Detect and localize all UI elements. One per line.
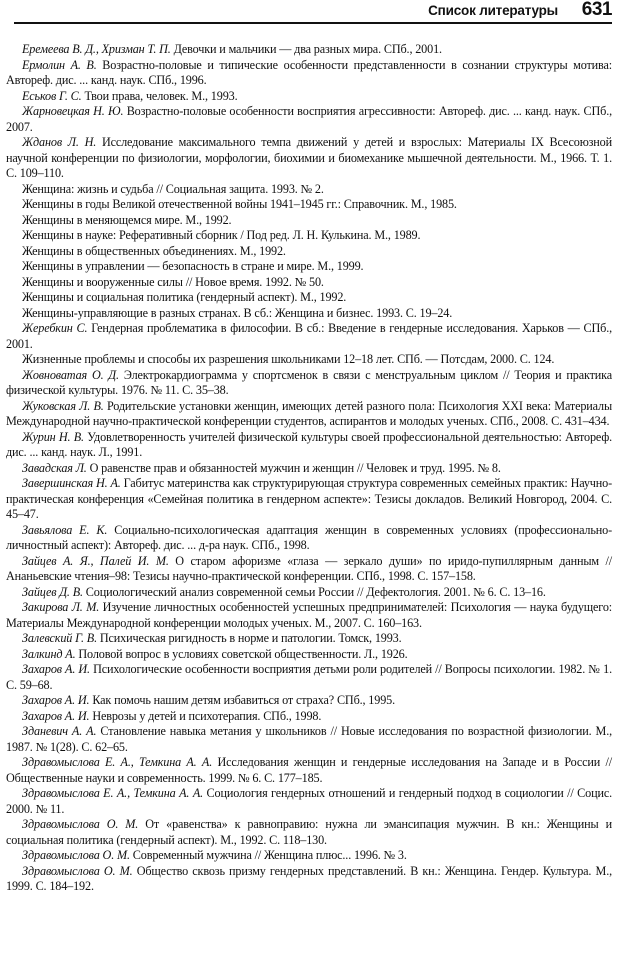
reference-author: Жуковская Л. В. <box>22 398 104 413</box>
reference-entry <box>6 58 612 89</box>
reference-entry <box>6 352 612 368</box>
running-header <box>14 0 612 24</box>
reference-text: Девочки и мальчики — два разных мира. СПб., 2001. <box>170 42 442 56</box>
reference-text: Женщины в науке: Реферативный сборник / Под ред. Л. Н. Кулькина. М., 1989. <box>22 228 421 242</box>
reference-text: Психологические особенности восприятия детьми роли родителей // Вопросы психологии. 1982. № 1. С. 59–68. <box>6 662 612 692</box>
reference-author: Журин Н. В. <box>22 429 84 444</box>
reference-entry <box>6 554 612 585</box>
reference-author: Жданов Л. Н. <box>22 135 97 149</box>
reference-text: Общество сквозь призму гендерных представлений. В кн.: Женщина. Гендер. Культура. М., 1999. С. 184–192. <box>6 863 612 893</box>
reference-text: Женщины и вооруженные силы // Новое время. 1992. № 50. <box>22 274 324 289</box>
reference-entry <box>6 647 612 663</box>
reference-entry <box>6 600 612 631</box>
reference-text: Родительские установки женщин, имеющих детей разного пола: Психология XXI века: Материалы Международной научно-практической конференции студентов, аспирантов и молодых ученых. СПб., 2008. С. 431–434. <box>6 398 612 428</box>
reference-entry <box>6 430 612 461</box>
reference-entry <box>6 197 612 213</box>
reference-text: Возрастно-половые особенности восприятия агрессивности: Автореф. дис. ... канд. наук. СПб., 2007. <box>6 104 612 134</box>
reference-author: Зайцев А. Я., Палей И. М. <box>22 553 169 568</box>
reference-author: Захаров А. И. <box>22 693 90 707</box>
reference-text: Женщины в годы Великой отечественной войны 1941–1945 гг.: Справочник. М., 1985. <box>22 197 457 211</box>
reference-entry <box>6 399 612 430</box>
reference-entry <box>6 786 612 817</box>
reference-text: Становление навыка метания у школьников // Новые исследования по возрастной физиологии. М., 1987. № 1(28). С. 62–65. <box>6 724 612 754</box>
reference-text: Исследования женщин и гендерные исследования на Западе и в России // Общественные науки и современность. 1999. № 6. С. 177–185. <box>6 755 612 785</box>
reference-text: Социологический анализ современной семьи России // Дефектология. 2001. № 6. С. 13–16. <box>82 584 546 599</box>
reference-text: Женщины в меняющемся мире. М., 1992. <box>22 212 232 227</box>
reference-entry <box>6 368 612 399</box>
reference-entry <box>6 755 612 786</box>
reference-author: Завадская Л. <box>22 460 87 475</box>
reference-entry <box>6 306 612 322</box>
reference-author: Ермолин А. В. <box>22 57 97 72</box>
reference-text: Жизненные проблемы и способы их разрешения школьниками 12–18 лет. СПб. — Потсдам, 2000. С. 124. <box>22 352 555 366</box>
reference-entry <box>6 42 612 58</box>
reference-text: Женщины и социальная политика (гендерный аспект). М., 1992. <box>22 290 347 304</box>
reference-entry <box>6 228 612 244</box>
reference-text: Женщина: жизнь и судьба // Социальная защита. 1993. № 2. <box>22 181 324 196</box>
reference-entry <box>6 275 612 291</box>
reference-entry <box>6 476 612 523</box>
reference-entry <box>6 290 612 306</box>
reference-author: Завершинская Н. А. <box>22 476 121 490</box>
reference-author: Жовноватая О. Д. <box>22 367 119 382</box>
reference-text: Неврозы у детей и психотерапия. СПб., 1998. <box>89 708 322 723</box>
reference-text: Социально-психологическая адаптация женщин в современных условиях (профессионально-личностный аспект): Автореф. дис. ... д-ра наук. СПб., 1998. <box>6 522 612 552</box>
reference-list <box>6 42 612 895</box>
reference-entry <box>6 321 612 352</box>
reference-entry <box>6 848 612 864</box>
reference-entry <box>6 135 612 182</box>
reference-entry <box>6 89 612 105</box>
reference-entry <box>6 709 612 725</box>
reference-author: Закирова Л. М. <box>22 600 100 614</box>
reference-entry <box>6 213 612 229</box>
reference-author: Здравомыслова О. М. <box>22 863 133 878</box>
reference-text: Удовлетворенность учителей физической культуры своей профессиональной деятельностью: Автореф. дис. ... канд. наук. Л., 1991. <box>6 429 612 459</box>
reference-author: Здравомыслова О. М. <box>22 817 139 831</box>
reference-text: Женщины в общественных объединениях. М., 1992. <box>22 243 286 258</box>
reference-entry <box>6 182 612 198</box>
reference-entry <box>6 864 612 895</box>
reference-author: Еремеева В. Д., Хризман Т. П. <box>22 42 171 56</box>
reference-entry <box>6 631 612 647</box>
reference-author: Завьялова Е. К. <box>22 522 108 537</box>
reference-entry <box>6 461 612 477</box>
reference-text: Изучение личностных особенностей успешных предпринимателей: Психология — наука будущего: Материалы Международной конференции молодых ученых. М., 2007. С. 160–163. <box>6 600 612 630</box>
reference-text: Социология гендерных отношений и гендерный подход в социологии // Социс. 2000. № 11. <box>6 786 612 816</box>
reference-author: Жарновецкая Н. Ю. <box>22 104 124 118</box>
reference-text: Женщины в управлении — безопасность в стране и мире. М., 1999. <box>22 259 364 273</box>
reference-entry <box>6 244 612 260</box>
reference-text: Исследование максимального темпа движений у детей и взрослых: Материалы IX Всесоюзной научной конференции по физиологии, морфологии, биохимии и биомеханике мышечной деятельности. М., 1966. Т. 1. С. 109–110. <box>6 135 612 180</box>
reference-text: Электрокардиограмма у спортсменок в связи с менструальным циклом // Теория и практика физической культуры. 1976. № 11. С. 35–38. <box>6 367 612 397</box>
reference-text: Габитус материнства как структурирующая структура современных семейных практик: Научно-практическая конференция «Семейная политика в гендерном аспекте»: Тезисы докладов. Великий Новгород, 2004. С. 45–47. <box>6 476 613 521</box>
reference-text: Женщины-управляющие в разных странах. В сб.: Женщина и бизнес. 1993. С. 19–24. <box>22 305 453 320</box>
reference-author: Здравомыслова Е. А., Темкина А. А. <box>22 786 204 800</box>
reference-author: Залкинд А. <box>22 646 76 661</box>
reference-entry <box>6 523 612 554</box>
reference-entry <box>6 693 612 709</box>
reference-entry <box>6 259 612 275</box>
reference-text: Гендерная проблематика в философии. В сб.: Введение в гендерные исследования. Харьков — СПб., 2001. <box>6 321 612 351</box>
page-number: 631 <box>581 0 612 20</box>
reference-entry <box>6 724 612 755</box>
reference-author: Еськов Г. С. <box>22 88 82 103</box>
reference-text: Как помочь нашим детям избавиться от страха? СПб., 1995. <box>89 693 395 707</box>
reference-author: Залевский Г. В. <box>22 631 97 645</box>
reference-text: От «равенства» к равноправию: нужна ли эмансипация мужчин. В кн.: Женщины и социальная политика (гендерный аспект). М., 1992. С. 118–130. <box>6 817 612 847</box>
reference-entry <box>6 817 612 848</box>
reference-author: Захаров А. И. <box>22 662 90 676</box>
reference-author: Здравомыслова О. М. <box>22 848 130 862</box>
reference-text: Твои права, человек. М., 1993. <box>81 88 238 103</box>
reference-author: Здравомыслова Е. А., Темкина А. А. <box>22 755 213 769</box>
reference-author: Зайцев Д. В. <box>22 584 83 599</box>
reference-author: Захаров А. И. <box>22 708 90 723</box>
reference-text: Половой вопрос в условиях советской общественности. Л., 1926. <box>75 646 408 661</box>
reference-text: Возрастно-половые и типические особенности представленности в сознании структуры мотива: Автореф. дис. ... канд. наук. СПб., 1996. <box>6 57 612 87</box>
reference-text: Современный мужчина // Женщина плюс... 1996. № 3. <box>129 848 407 862</box>
reference-author: Жеребкин С. <box>22 321 88 335</box>
reference-author: Зданевич А. А. <box>22 724 97 738</box>
reference-entry <box>6 104 612 135</box>
header-title: Список литературы <box>428 3 558 18</box>
reference-text: О старом афоризме «глаза — зеркало души» по иридо-пупиллярным данным // Ананьевские чтения–98: Тезисы научно-практической конференции. СПб., 1998. С. 157–158. <box>6 553 612 583</box>
reference-entry <box>6 662 612 693</box>
reference-text: О равенстве прав и обязанностей мужчин и женщин // Человек и труд. 1995. № 8. <box>86 460 501 475</box>
reference-entry <box>6 585 612 601</box>
reference-text: Психическая ригидность в норме и патологии. Томск, 1993. <box>96 631 402 645</box>
